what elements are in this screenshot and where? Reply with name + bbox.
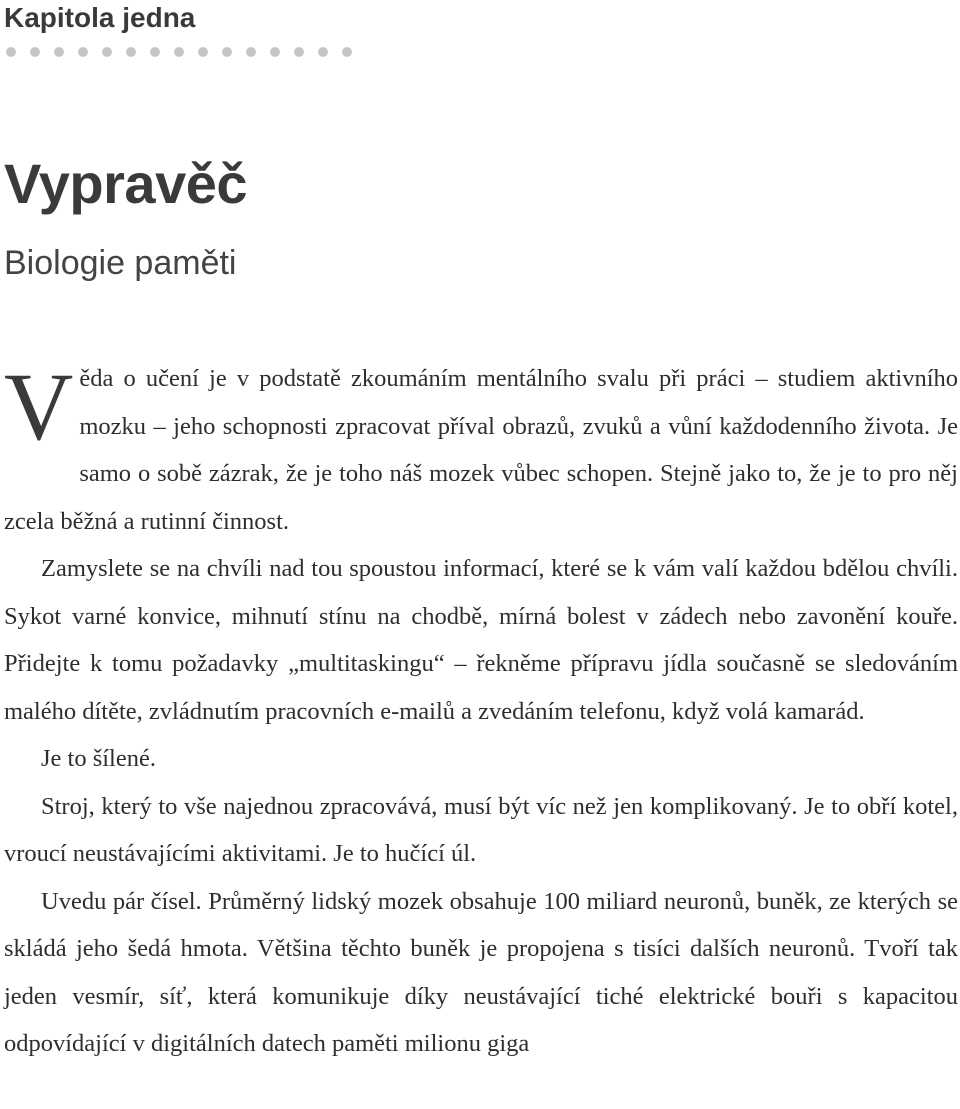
divider-dot	[78, 47, 88, 57]
page-title: Vypravěč	[4, 152, 247, 215]
paragraph: Zamyslete se na chvíli nad tou spoustou informací, které se k vám valí každou bdělou chvíli. Sykot varné konvice, mihnutí stínu na chodbě, mírná bolest v zádech nebo zavonění kouře. Přidejte k tomu požadavky „multitaskingu“ – řekněme přípravu jídla současně se sledováním malého dítěte, zvládnutím pracovních e-mailů a zvedáním telefonu, když volá kamarád.	[4, 555, 958, 725]
divider-dot	[342, 47, 352, 57]
divider-dot	[6, 47, 16, 57]
divider-dot	[222, 47, 232, 57]
page-subtitle: Biologie paměti	[4, 244, 237, 282]
divider-dot	[54, 47, 64, 57]
divider-dot	[126, 47, 136, 57]
divider-dot	[294, 47, 304, 57]
paragraph-text: ěda o učení je v podstatě zkoumáním mentálního svalu při práci – studiem aktivního mozku – jeho schopnosti zpracovat příval obrazů, zvuků a vůní každodenního života. Je samo o sobě zázrak, že je toho náš mozek vůbec schopen. Stejně jako to, že je to pro něj zcela běžná a rutinní činnost.	[4, 365, 958, 535]
divider-dot	[150, 47, 160, 57]
divider-dot	[270, 47, 280, 57]
chapter-label: Kapitola jedna	[4, 2, 196, 33]
divider-dot	[174, 47, 184, 57]
paragraph: Stroj, který to vše najednou zpracovává, musí být víc než jen komplikovaný. Je to obří kotel, vroucí neustávajícími aktivitami. Je to hučící úl.	[4, 792, 958, 867]
drop-cap: V	[4, 353, 74, 460]
chapter-dot-divider	[6, 47, 352, 57]
divider-dot	[318, 47, 328, 57]
paragraph: Je to šílené.	[41, 745, 156, 772]
paragraph	[4, 355, 958, 545]
divider-dot	[30, 47, 40, 57]
divider-dot	[102, 47, 112, 57]
divider-dot	[246, 47, 256, 57]
paragraph: Uvedu pár čísel. Průměrný lidský mozek obsahuje 100 miliard neuronů, buněk, ze kterých se skládá jeho šedá hmota. Většina těchto buněk je propojena s tisíci dalších neuronů. Tvoří tak jeden vesmír, síť, která komunikuje díky neustávající tiché elektrické bouři s kapacitou odpovídající v digitálních datech paměti milionu giga	[4, 887, 958, 1057]
body-text	[4, 355, 958, 1068]
divider-dot	[198, 47, 208, 57]
